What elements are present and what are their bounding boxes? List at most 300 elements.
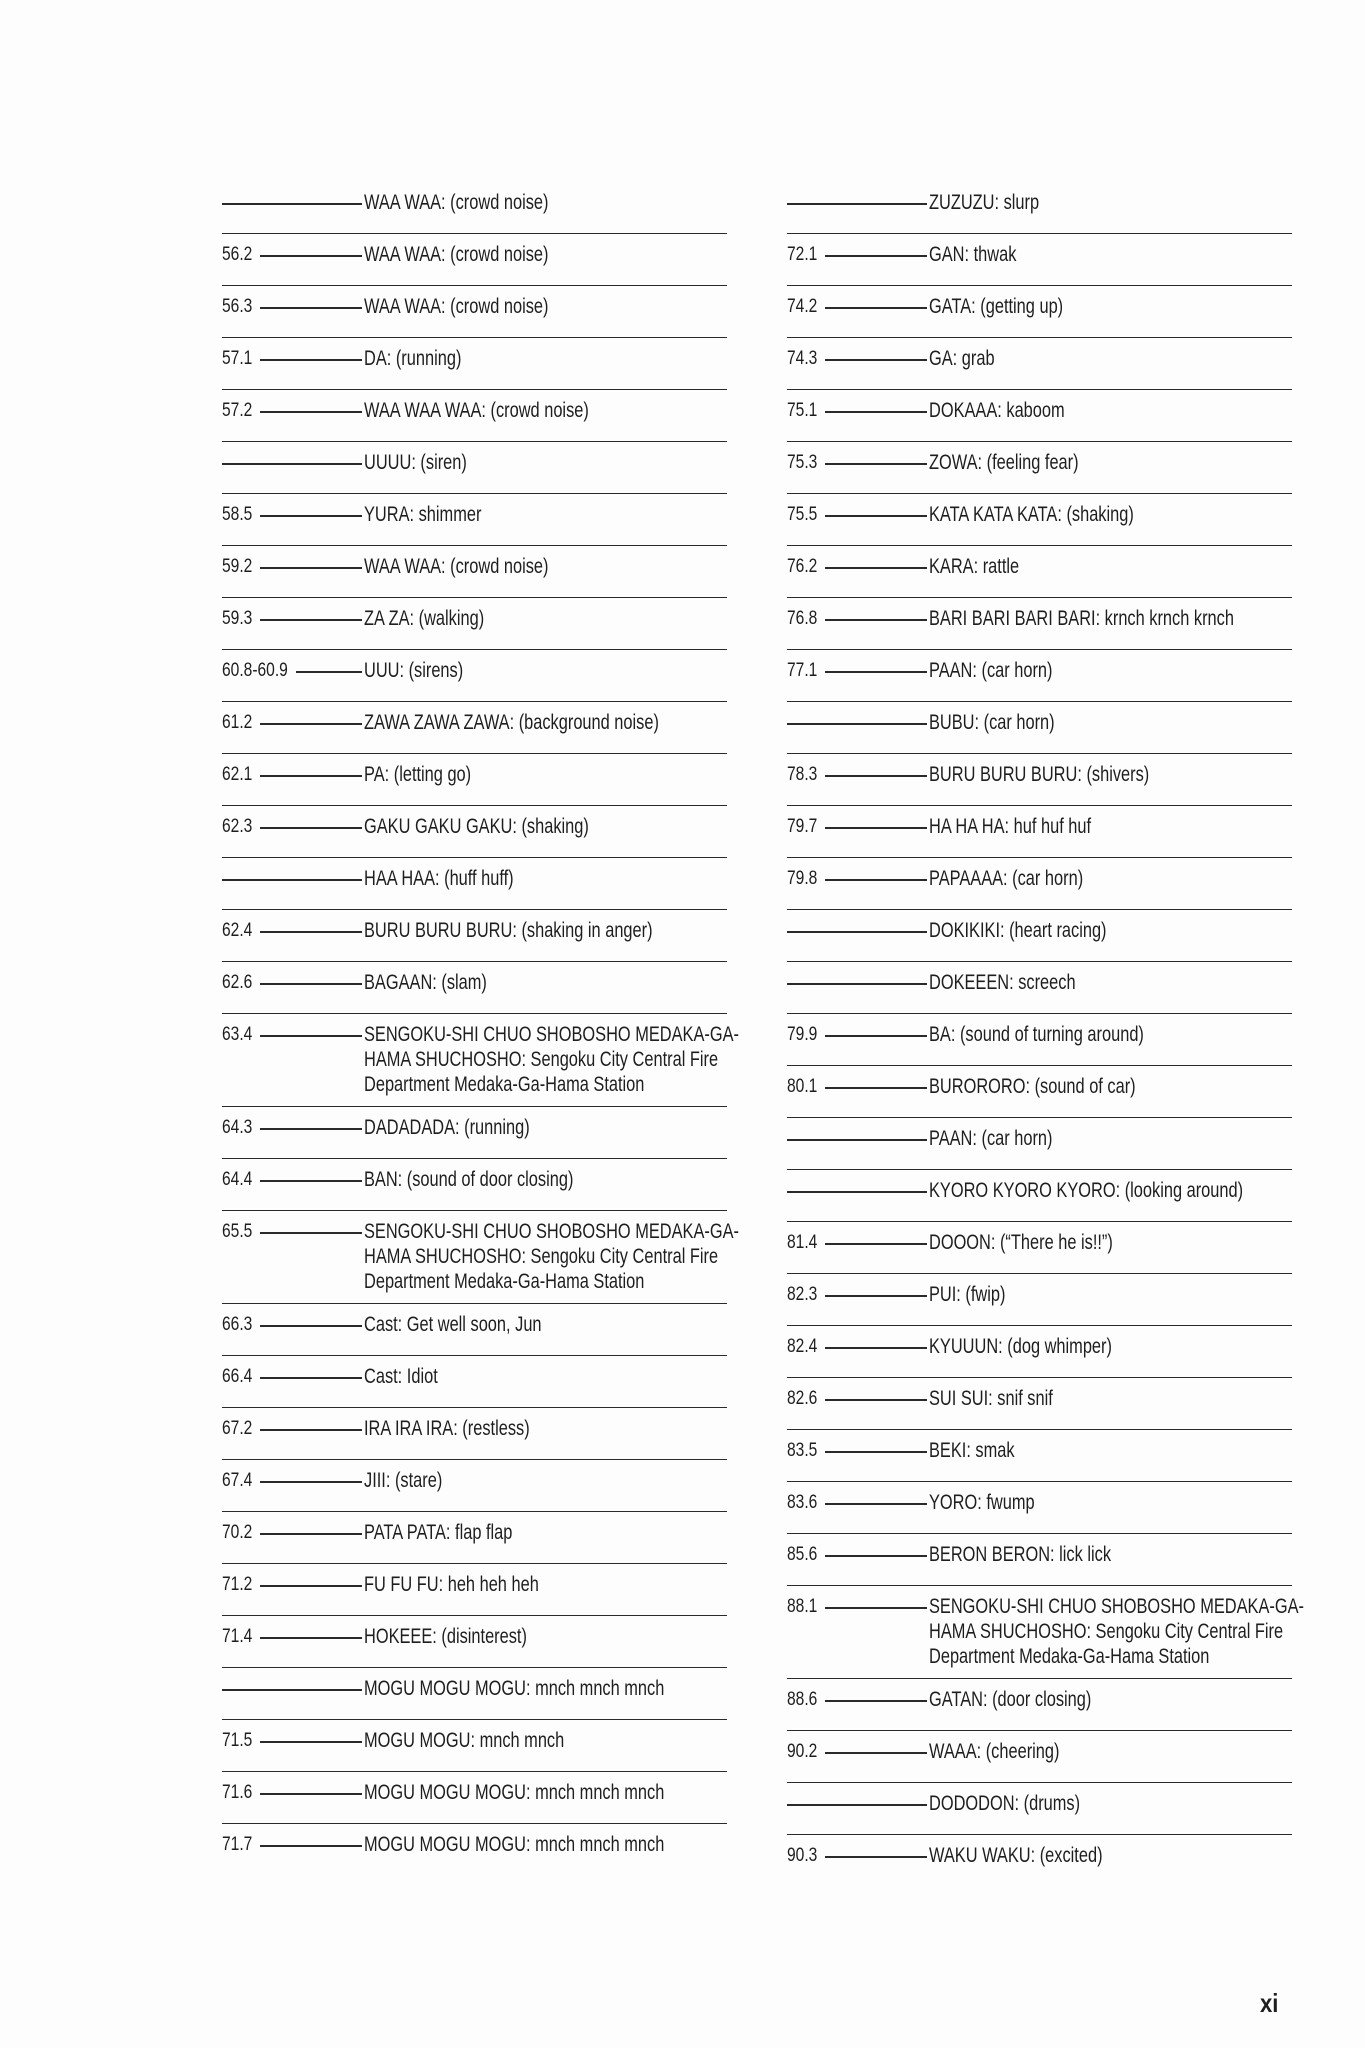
entry-text	[364, 762, 641, 787]
entry-text-line: BA: (sound of turning around)	[929, 1023, 1144, 1046]
glossary-entry	[222, 442, 727, 494]
entry-text-line: UUU: (sirens)	[364, 659, 464, 682]
entry-text	[364, 1364, 641, 1389]
entry-text	[929, 1334, 1206, 1359]
glossary-column-left	[222, 182, 739, 1875]
leader-line	[222, 1689, 362, 1691]
entry-text	[929, 502, 1206, 527]
leader-line	[260, 1533, 362, 1535]
entry-text	[929, 294, 1206, 319]
entry-text-line: HAMA SHUCHOSHO: Sengoku City Central Fire	[364, 1245, 719, 1268]
glossary-entry	[787, 1378, 1292, 1430]
entry-text	[929, 1386, 1206, 1411]
glossary-entry	[787, 1326, 1292, 1378]
entry-text	[364, 710, 659, 735]
glossary-entry	[787, 182, 1292, 234]
entry-page-ref: 56.2	[222, 244, 253, 265]
entry-text	[929, 1594, 1304, 1669]
entry-text-line: ZAWA ZAWA ZAWA: (background noise)	[364, 711, 659, 734]
entry-page-ref: 59.3	[222, 608, 253, 629]
glossary-entry	[787, 1014, 1292, 1066]
entry-text-line: WAA WAA: (crowd noise)	[364, 191, 549, 214]
entry-page-ref: 70.2	[222, 1522, 253, 1543]
entry-text-line: HAMA SHUCHOSHO: Sengoku City Central Fire	[364, 1048, 719, 1071]
entry-page-ref: 60.8-60.9	[222, 660, 288, 681]
entry-page-ref: 77.1	[787, 660, 818, 681]
leader-line	[825, 1752, 927, 1754]
glossary-entry	[222, 754, 727, 806]
leader-line	[260, 1325, 362, 1327]
entry-page-ref: 79.7	[787, 816, 818, 837]
entry-text	[364, 1520, 641, 1545]
leader-line	[825, 359, 927, 361]
entry-page-ref: 82.4	[787, 1336, 818, 1357]
leader-line	[260, 1429, 362, 1431]
leader-line	[825, 567, 927, 569]
glossary-entry	[787, 962, 1292, 1014]
entry-text-line: PAPAAAA: (car horn)	[929, 867, 1084, 890]
glossary-entry	[222, 390, 727, 442]
entry-page-ref: 66.3	[222, 1314, 253, 1335]
glossary-entry	[222, 1356, 727, 1408]
entry-page-ref: 75.1	[787, 400, 818, 421]
leader-line	[260, 723, 362, 725]
entry-page-ref: 79.9	[787, 1024, 818, 1045]
entry-text-line: SENGOKU-SHI CHUO SHOBOSHO MEDAKA-GA-	[929, 1595, 1304, 1618]
glossary-entry	[787, 1679, 1292, 1731]
glossary-entry	[787, 1783, 1292, 1835]
glossary-entry	[222, 858, 727, 910]
glossary-entry	[787, 1430, 1292, 1482]
entry-page-ref: 72.1	[787, 244, 818, 265]
leader-line	[825, 411, 927, 413]
entry-text-line: PATA PATA: flap flap	[364, 1521, 513, 1544]
entry-text-line: KYUUUN: (dog whimper)	[929, 1335, 1112, 1358]
entry-text-line: MOGU MOGU MOGU: mnch mnch mnch	[364, 1677, 665, 1700]
entry-text-line: Department Medaka-Ga-Hama Station	[364, 1270, 645, 1293]
entry-page-ref: 67.4	[222, 1470, 253, 1491]
glossary-entry	[222, 650, 727, 702]
entry-text	[364, 1468, 641, 1493]
glossary-entry	[222, 1159, 727, 1211]
entry-text-line: WAA WAA: (crowd noise)	[364, 295, 549, 318]
glossary-entry	[222, 702, 727, 754]
entry-text-line: SUI SUI: snif snif	[929, 1387, 1053, 1410]
leader-line	[825, 671, 927, 673]
leader-line	[260, 1035, 362, 1037]
entry-page-ref: 62.6	[222, 972, 253, 993]
leader-line	[260, 1793, 362, 1795]
entry-page-ref: 65.5	[222, 1221, 253, 1242]
glossary-entry	[222, 338, 727, 390]
entry-text-line: PUI: (fwip)	[929, 1283, 1006, 1306]
glossary-entry	[222, 1668, 727, 1720]
entry-page-ref: 71.6	[222, 1782, 253, 1803]
entry-text	[929, 346, 1206, 371]
entry-text-line: Department Medaka-Ga-Hama Station	[364, 1073, 645, 1096]
entry-text-line: BURORORO: (sound of car)	[929, 1075, 1136, 1098]
entry-text	[364, 1624, 641, 1649]
entry-text	[364, 1572, 641, 1597]
entry-text	[364, 606, 641, 631]
glossary-entry	[222, 1107, 727, 1159]
glossary-entry	[222, 1408, 727, 1460]
glossary-entry	[222, 1460, 727, 1512]
entry-page-ref: 88.1	[787, 1596, 818, 1617]
entry-text	[929, 1282, 1206, 1307]
glossary-entry	[787, 494, 1292, 546]
leader-line	[260, 515, 362, 517]
entry-page-ref: 64.3	[222, 1117, 253, 1138]
glossary-entry	[787, 910, 1292, 962]
glossary-entry	[222, 494, 727, 546]
entry-text-line: BAGAAN: (slam)	[364, 971, 487, 994]
entry-text	[364, 1676, 665, 1701]
leader-line	[825, 1856, 927, 1858]
entry-text-line: ZUZUZU: slurp	[929, 191, 1040, 214]
entry-text-line: DA: (running)	[364, 347, 462, 370]
glossary-entry	[787, 390, 1292, 442]
entry-page-ref: 82.6	[787, 1388, 818, 1409]
leader-line	[260, 1585, 362, 1587]
entry-page-ref: 71.7	[222, 1834, 253, 1855]
entry-text	[364, 1832, 665, 1857]
entry-text	[929, 1687, 1206, 1712]
entry-page-ref: 88.6	[787, 1689, 818, 1710]
leader-line	[260, 1232, 362, 1234]
glossary-entry	[222, 1211, 739, 1304]
entry-page-ref: 79.8	[787, 868, 818, 889]
leader-line	[260, 1180, 362, 1182]
entry-text-line: UUUU: (siren)	[364, 451, 467, 474]
glossary-entry	[787, 858, 1292, 910]
leader-line	[260, 1637, 362, 1639]
entry-text-line: YORO: fwump	[929, 1491, 1035, 1514]
entry-text-line: HOKEEE: (disinterest)	[364, 1625, 527, 1648]
entry-text	[364, 346, 641, 371]
glossary-entry	[787, 338, 1292, 390]
entry-text	[929, 918, 1206, 943]
leader-line	[825, 1399, 927, 1401]
leader-line	[260, 567, 362, 569]
page-number: xi	[1260, 1988, 1279, 2018]
entry-page-ref: 66.4	[222, 1366, 253, 1387]
entry-text	[364, 242, 641, 267]
entry-text	[929, 1126, 1206, 1151]
leader-line	[260, 359, 362, 361]
glossary-entry	[222, 962, 727, 1014]
glossary-entry	[787, 234, 1292, 286]
glossary-entry	[787, 1118, 1292, 1170]
entry-text-line: Cast: Idiot	[364, 1365, 438, 1388]
leader-line	[260, 931, 362, 933]
entry-page-ref: 74.3	[787, 348, 818, 369]
entry-text	[364, 1167, 641, 1192]
entry-text	[929, 1542, 1206, 1567]
entry-text-line: Cast: Get well soon, Jun	[364, 1313, 542, 1336]
entry-text-line: BURU BURU BURU: (shaking in anger)	[364, 919, 653, 942]
leader-line	[825, 1700, 927, 1702]
glossary-entry	[787, 286, 1292, 338]
entry-text	[364, 398, 641, 423]
entry-text-line: PAAN: (car horn)	[929, 1127, 1053, 1150]
entry-text-line: BEKI: smak	[929, 1439, 1015, 1462]
leader-line	[260, 255, 362, 257]
glossary-entry	[787, 1731, 1292, 1783]
entry-text-line: HAA HAA: (huff huff)	[364, 867, 514, 890]
entry-text	[364, 918, 653, 943]
glossary-entry	[787, 442, 1292, 494]
entry-page-ref: 63.4	[222, 1024, 253, 1045]
leader-line	[825, 255, 927, 257]
entry-page-ref: 90.2	[787, 1741, 818, 1762]
entry-text	[929, 554, 1206, 579]
entry-text	[364, 1312, 641, 1337]
entry-page-ref: 67.2	[222, 1418, 253, 1439]
entry-text-line: DADADADA: (running)	[364, 1116, 530, 1139]
leader-line	[825, 463, 927, 465]
glossary-entry	[787, 650, 1292, 702]
entry-text	[929, 658, 1206, 683]
entry-text-line: BUBU: (car horn)	[929, 711, 1055, 734]
entry-text	[929, 1074, 1206, 1099]
glossary-entry	[222, 234, 727, 286]
entry-text	[929, 242, 1206, 267]
leader-line	[787, 931, 927, 933]
entry-page-ref: 71.5	[222, 1730, 253, 1751]
entry-page-ref: 76.8	[787, 608, 818, 629]
entry-text	[929, 398, 1206, 423]
leader-line	[787, 983, 927, 985]
entry-page-ref: 57.2	[222, 400, 253, 421]
glossary-entry	[787, 1482, 1292, 1534]
leader-line	[222, 879, 362, 881]
entry-text	[929, 1791, 1206, 1816]
leader-line	[260, 1845, 362, 1847]
glossary-entry	[222, 1720, 727, 1772]
leader-line	[260, 307, 362, 309]
entry-page-ref: 74.2	[787, 296, 818, 317]
glossary-entry	[787, 1170, 1292, 1222]
entry-text-line: SENGOKU-SHI CHUO SHOBOSHO MEDAKA-GA-	[364, 1023, 739, 1046]
glossary-entry	[222, 910, 727, 962]
entry-text-line: DOKAAA: kaboom	[929, 399, 1065, 422]
leader-line	[787, 203, 927, 205]
glossary-entry	[222, 1616, 727, 1668]
leader-line	[260, 619, 362, 621]
entry-text-line: IRA IRA IRA: (restless)	[364, 1417, 530, 1440]
entry-text	[929, 1438, 1206, 1463]
entry-text	[929, 1178, 1244, 1203]
entry-text	[364, 1728, 641, 1753]
leader-line	[296, 671, 362, 673]
entry-text-line: Department Medaka-Ga-Hama Station	[929, 1645, 1210, 1668]
entry-text	[929, 1739, 1206, 1764]
entry-page-ref: 80.1	[787, 1076, 818, 1097]
entry-text	[929, 814, 1206, 839]
entry-text	[929, 606, 1234, 631]
entry-text	[929, 710, 1206, 735]
entry-page-ref: 71.4	[222, 1626, 253, 1647]
entry-text-line: JIII: (stare)	[364, 1469, 443, 1492]
entry-page-ref: 75.5	[787, 504, 818, 525]
entry-page-ref: 82.3	[787, 1284, 818, 1305]
glossary-entry	[787, 754, 1292, 806]
entry-text	[364, 1219, 739, 1294]
leader-line	[787, 1191, 927, 1193]
entry-text	[364, 502, 641, 527]
glossary-entry	[222, 1512, 727, 1564]
leader-line	[787, 1804, 927, 1806]
entry-text	[929, 450, 1206, 475]
glossary-entry	[222, 286, 727, 338]
entry-text	[364, 450, 641, 475]
glossary-entry	[222, 806, 727, 858]
entry-page-ref: 83.5	[787, 1440, 818, 1461]
entry-text-line: DOKIKIKI: (heart racing)	[929, 919, 1107, 942]
leader-line	[825, 1035, 927, 1037]
entry-text-line: BURU BURU BURU: (shivers)	[929, 763, 1150, 786]
leader-line	[260, 983, 362, 985]
glossary-entry	[787, 1586, 1304, 1679]
glossary-entry	[222, 1304, 727, 1356]
glossary-entry	[787, 1835, 1292, 1886]
leader-line	[825, 1607, 927, 1609]
glossary-entry	[222, 1772, 727, 1824]
entry-text-line: KYORO KYORO KYORO: (looking around)	[929, 1179, 1244, 1202]
leader-line	[825, 515, 927, 517]
entry-text-line: KARA: rattle	[929, 555, 1020, 578]
entry-text	[929, 1022, 1206, 1047]
entry-text-line: GAKU GAKU GAKU: (shaking)	[364, 815, 589, 838]
glossary-entry	[787, 1274, 1292, 1326]
leader-line	[787, 1139, 927, 1141]
entry-page-ref: 62.1	[222, 764, 253, 785]
entry-text	[364, 190, 641, 215]
entry-text	[364, 294, 641, 319]
entry-text	[364, 1780, 665, 1805]
entry-text	[364, 1115, 641, 1140]
leader-line	[222, 463, 362, 465]
entry-page-ref: 71.2	[222, 1574, 253, 1595]
leader-line	[825, 1243, 927, 1245]
glossary-entry	[222, 598, 727, 650]
leader-line	[260, 411, 362, 413]
entry-page-ref: 83.6	[787, 1492, 818, 1513]
leader-line	[825, 1503, 927, 1505]
entry-text-line: GATA: (getting up)	[929, 295, 1064, 318]
entry-text	[364, 658, 641, 683]
entry-text	[929, 866, 1206, 891]
glossary-entry	[787, 1066, 1292, 1118]
leader-line	[825, 307, 927, 309]
glossary-column-right	[787, 182, 1304, 1886]
leader-line	[825, 775, 927, 777]
entry-text	[929, 762, 1206, 787]
entry-text-line: GAN: thwak	[929, 243, 1017, 266]
entry-text-line: DOKEEEN: screech	[929, 971, 1076, 994]
entry-page-ref: 85.6	[787, 1544, 818, 1565]
entry-text-line: WAA WAA: (crowd noise)	[364, 555, 549, 578]
entry-page-ref: 75.3	[787, 452, 818, 473]
leader-line	[825, 1295, 927, 1297]
glossary-entry	[222, 1564, 727, 1616]
entry-text-line: ZA ZA: (walking)	[364, 607, 485, 630]
entry-text-line: BERON BERON: lick lick	[929, 1543, 1112, 1566]
glossary-entry	[222, 1014, 739, 1107]
glossary-entry	[222, 546, 727, 598]
entry-text	[364, 866, 641, 891]
leader-line	[825, 1087, 927, 1089]
entry-text-line: SENGOKU-SHI CHUO SHOBOSHO MEDAKA-GA-	[364, 1220, 739, 1243]
entry-text-line: HA HA HA: huf huf huf	[929, 815, 1092, 838]
leader-line	[825, 827, 927, 829]
entry-page-ref: 78.3	[787, 764, 818, 785]
leader-line	[825, 1451, 927, 1453]
entry-text-line: BARI BARI BARI BARI: krnch krnch krnch	[929, 607, 1234, 630]
entry-page-ref: 81.4	[787, 1232, 818, 1253]
entry-text	[364, 814, 641, 839]
glossary-entry	[787, 546, 1292, 598]
entry-text-line: GA: grab	[929, 347, 995, 370]
glossary-entry	[787, 598, 1292, 650]
entry-text-line: YURA: shimmer	[364, 503, 482, 526]
glossary-entry	[787, 806, 1292, 858]
entry-text-line: PA: (letting go)	[364, 763, 472, 786]
leader-line	[787, 723, 927, 725]
entry-text-line: WAAA: (cheering)	[929, 1740, 1060, 1763]
glossary-entry	[222, 1824, 727, 1875]
entry-text-line: MOGU MOGU MOGU: mnch mnch mnch	[364, 1781, 665, 1804]
entry-text	[929, 190, 1206, 215]
entry-page-ref: 62.4	[222, 920, 253, 941]
entry-text-line: PAAN: (car horn)	[929, 659, 1053, 682]
entry-page-ref: 57.1	[222, 348, 253, 369]
entry-text-line: DODODON: (drums)	[929, 1792, 1081, 1815]
leader-line	[260, 1128, 362, 1130]
entry-page-ref: 58.5	[222, 504, 253, 525]
leader-line	[825, 619, 927, 621]
entry-text-line: WAKU WAKU: (excited)	[929, 1844, 1103, 1867]
entry-text	[929, 1230, 1206, 1255]
entry-text-line: ZOWA: (feeling fear)	[929, 451, 1079, 474]
entry-text-line: KATA KATA KATA: (shaking)	[929, 503, 1134, 526]
entry-text-line: GATAN: (door closing)	[929, 1688, 1092, 1711]
leader-line	[260, 827, 362, 829]
entry-text-line: DOOON: (“There he is!!”)	[929, 1231, 1113, 1254]
entry-page-ref: 64.4	[222, 1169, 253, 1190]
entry-text	[364, 1022, 739, 1097]
entry-text	[364, 554, 641, 579]
entry-text	[364, 1416, 641, 1441]
entry-text	[929, 1843, 1206, 1868]
entry-text-line: FU FU FU: heh heh heh	[364, 1573, 539, 1596]
glossary-entry	[787, 1534, 1292, 1586]
leader-line	[260, 1741, 362, 1743]
entry-page-ref: 59.2	[222, 556, 253, 577]
leader-line	[825, 879, 927, 881]
entry-text	[364, 970, 641, 995]
entry-text	[929, 970, 1206, 995]
leader-line	[260, 1481, 362, 1483]
entry-page-ref: 61.2	[222, 712, 253, 733]
entry-text-line: HAMA SHUCHOSHO: Sengoku City Central Fire	[929, 1620, 1284, 1643]
leader-line	[825, 1555, 927, 1557]
entry-page-ref: 62.3	[222, 816, 253, 837]
entry-page-ref: 56.3	[222, 296, 253, 317]
entry-page-ref: 90.3	[787, 1845, 818, 1866]
entry-text-line: BAN: (sound of door closing)	[364, 1168, 574, 1191]
